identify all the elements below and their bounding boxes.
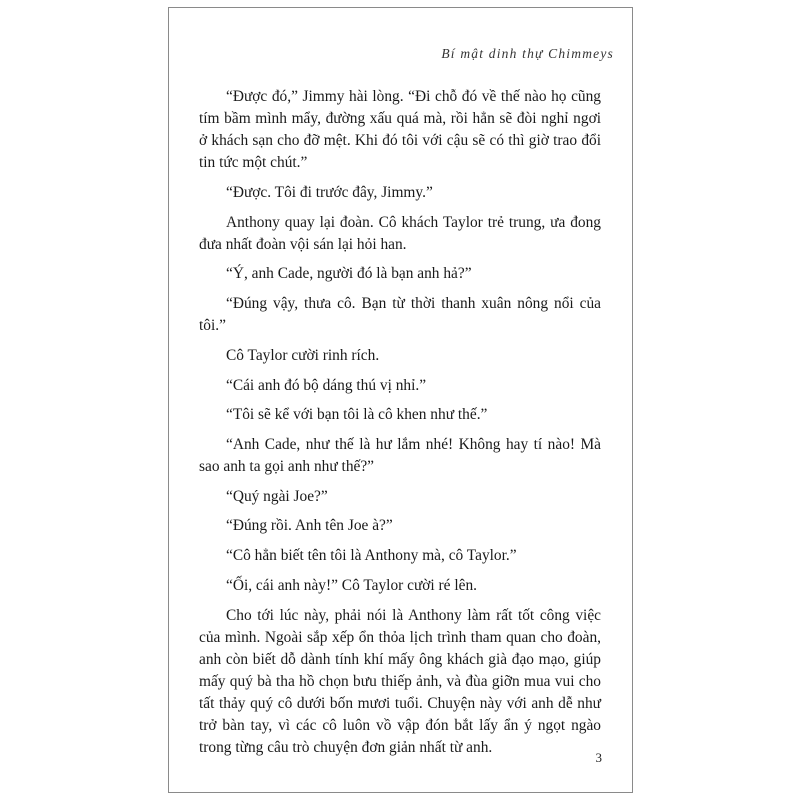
paragraph: “Được. Tôi đi trước đây, Jimmy.”	[226, 183, 433, 201]
paragraph: Cho tới lúc này, phải nói là Anthony làm rất tốt công việc của mình. Ngoài sắp xếp ổn thỏa lịch trình tham quan cho đoàn, anh còn biết dỗ dành tính khí mấy ông khách già đạo mạo, giúp mấy quý bà tha hồ chọn bưu thiếp ảnh, và đùa giỡn mua vui cho tất thảy quý cô dưới bốn mươi tuổi. Chuyện này với anh dễ như trở bàn tay, vì các cô luôn vồ vập đón bắt lấy ẩn ý ngọt ngào trong từng câu trò chuyện đơn giản nhất từ anh.	[199, 606, 601, 757]
paragraph: “Tôi sẽ kể với bạn tôi là cô khen như thế.”	[226, 406, 488, 424]
page-number: 3	[595, 750, 602, 765]
paragraph: “Cái anh đó bộ dáng thú vị nhỉ.”	[226, 376, 427, 394]
book-page	[168, 7, 633, 793]
paragraph: Cô Taylor cười rinh rích.	[226, 346, 380, 364]
body-text	[199, 86, 601, 767]
paragraph: “Đúng vậy, thưa cô. Bạn từ thời thanh xuân nông nổi của tôi.”	[199, 295, 601, 335]
paragraph: “Đúng rồi. Anh tên Joe à?”	[226, 517, 393, 535]
paragraph: Anthony quay lại đoàn. Cô khách Taylor trẻ trung, ưa đong đưa nhất đoàn vội sán lại hỏi han.	[199, 213, 601, 253]
paragraph: “Ý, anh Cade, người đó là bạn anh hả?”	[226, 265, 472, 283]
paragraph: “Cô hẳn biết tên tôi là Anthony mà, cô Taylor.”	[226, 547, 517, 565]
running-head: Bí mật dinh thự Chimmeys	[441, 46, 614, 61]
paragraph: “Quý ngài Joe?”	[226, 487, 328, 505]
paragraph: “Ối, cái anh này!” Cô Taylor cười ré lên.	[226, 576, 478, 594]
paragraph: “Được đó,” Jimmy hài lòng. “Đi chỗ đó về thế nào họ cũng tím bầm mình mẩy, đường xấu quá mà, rồi hẳn sẽ đòi nghỉ ngơi ở khách sạn cho đỡ mệt. Khi đó tôi với cậu sẽ có thì giờ trao đổi tin tức một chút.”	[199, 88, 601, 172]
paragraph: “Anh Cade, như thế là hư lắm nhé! Không hay tí nào! Mà sao anh ta gọi anh như thế?”	[199, 435, 601, 476]
